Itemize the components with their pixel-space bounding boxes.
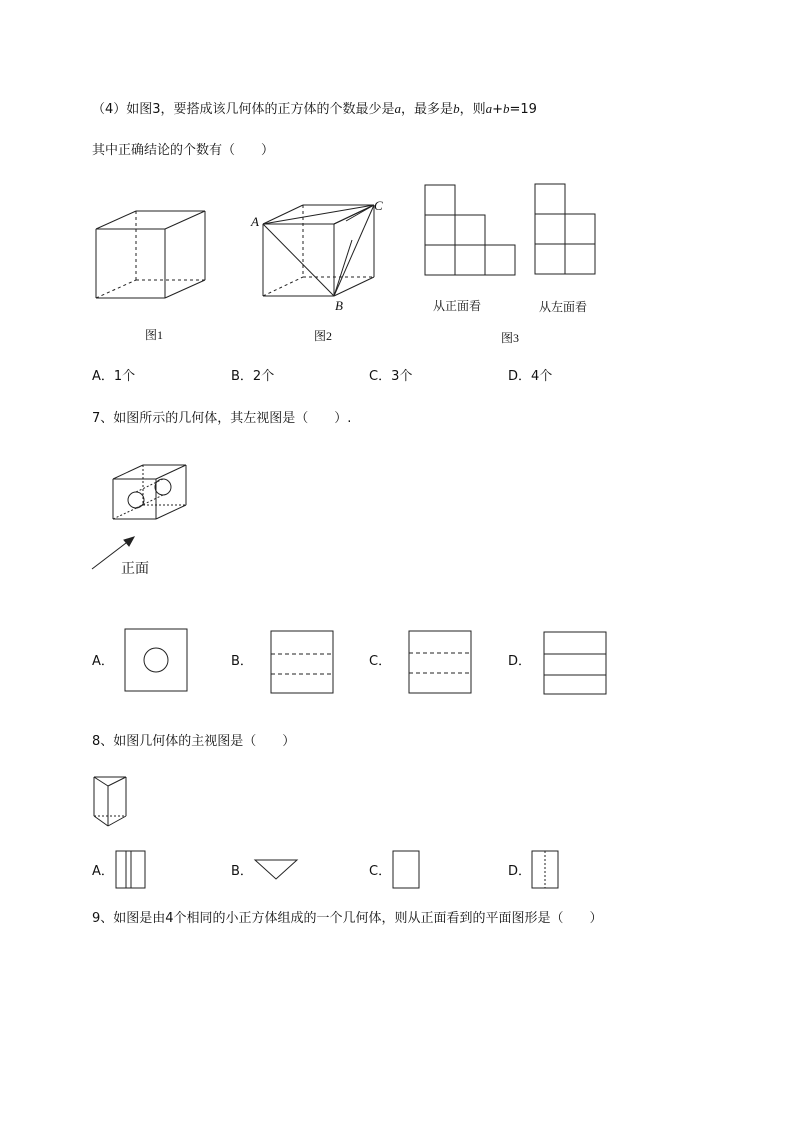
fig3-caption: 图3: [501, 331, 520, 345]
q8-option-b-label[interactable]: B．: [231, 864, 253, 879]
statement-mid: ，最多是: [401, 102, 454, 117]
fig2-label-b: B: [335, 298, 343, 313]
q9-question: 9、如图是由4个相同的小正方体组成的一个几何体，则从正面看到的平面图形是（ ）: [92, 911, 603, 926]
fig2-label-c: C: [374, 198, 383, 213]
option-text: 3个: [391, 369, 413, 384]
var-b: b: [453, 101, 460, 116]
q8-question: 8、如图几何体的主视图是（ ）: [92, 734, 296, 749]
q8-option-c-label[interactable]: C．: [369, 864, 392, 879]
fig3-front-caption: 从正面看: [433, 299, 482, 313]
q7-option-c-label[interactable]: C．: [369, 654, 392, 669]
fig1-caption: 图1: [145, 328, 164, 342]
q6-question: 其中正确结论的个数有（ ）: [92, 143, 275, 158]
option-letter: D．: [508, 369, 532, 384]
statement-prefix: （4）如图3，要搭成该几何体的正方体的个数最少是: [92, 102, 395, 117]
option-text: 4个: [531, 369, 553, 384]
option-letter: B．: [231, 369, 253, 384]
q8-option-d-label[interactable]: D．: [508, 864, 532, 879]
q7-option-a-label[interactable]: A．: [92, 654, 114, 669]
option-letter: C．: [369, 369, 392, 384]
q7-option-b-label[interactable]: B．: [231, 654, 253, 669]
var-a: a: [394, 101, 402, 116]
fig3-left-caption: 从左面看: [539, 300, 588, 314]
fig2-caption: 图2: [314, 329, 333, 343]
q7-option-d-label[interactable]: D．: [508, 654, 532, 669]
expr-a: a: [485, 101, 493, 116]
expr-b: b: [502, 101, 510, 116]
option-text: 1个: [113, 369, 136, 384]
statement-suffix: =19: [509, 102, 537, 117]
q7-question: 7、如图所示的几何体，其左视图是（ ）.: [92, 411, 352, 426]
option-letter: A．: [92, 369, 114, 384]
q7-front-label: 正面: [121, 561, 149, 577]
plus-sign: +: [492, 102, 503, 117]
fig2-label-a: A: [251, 214, 259, 229]
option-text: 2个: [252, 369, 275, 384]
q8-option-a-label[interactable]: A．: [92, 864, 114, 879]
statement-mid2: ，则: [459, 102, 486, 117]
